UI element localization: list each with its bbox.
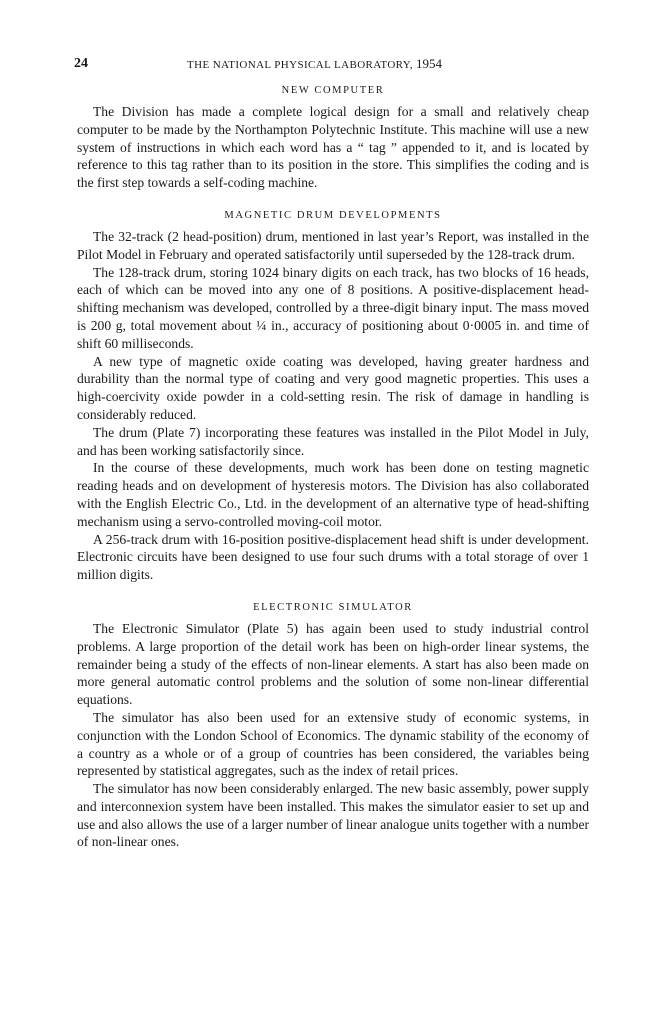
document-page [74, 54, 590, 851]
paragraph: The Division has made a complete logical design for a small and relatively cheap computer to be made by the Northampton Polytechnic Institute. This machine will use a new system of instructions in which each word has a “ tag ” appended to it, and is located by reference to this tag rather than to its position in the store. This simplifies the coding and is the first step towards a self-coding machine. [77, 104, 589, 191]
running-title-text: THE NATIONAL PHYSICAL LABORATORY, [187, 59, 413, 71]
paragraph: The Electronic Simulator (Plate 5) has again been used to study industrial control problems. A large proportion of the detail work has been on high-order linear systems, the remainder being a study of the effects of non-linear elements. A start has also been made on more general automatic control problems and the solution of some non-linear differential equations. [77, 620, 589, 708]
running-header [74, 54, 589, 74]
paragraph: The 32-track (2 head-position) drum, mentioned in last year’s Report, was installed in the Pilot Model in February and operated satisfactorily until superseded by the 128-track drum. [77, 228, 589, 262]
section-magnetic-drum-developments [77, 210, 589, 584]
paragraph: The simulator has now been considerably enlarged. The new basic assembly, power supply and interconnexion system have been installed. This makes the simulator easier to set up and use and also allows the use of a larger number of linear analogue units together with a number of non-linear ones. [77, 781, 590, 850]
running-title [187, 56, 442, 72]
paragraph: A new type of magnetic oxide coating was developed, having greater hardness and durability than the normal type of coating and very good magnetic properties. This uses a high-coercivity oxide powder in a cold-setting resin. The risk of damage in handling is considerably reduced. [77, 353, 589, 422]
paragraph: A 256-track drum with 16-position positive-displacement head shift is under development. Electronic circuits have been designed to use four such drums with a total storage of over 1 million digits. [77, 531, 589, 583]
paragraph: The drum (Plate 7) incorporating these features was installed in the Pilot Model in July, and has been working satisfactorily since. [77, 424, 589, 458]
running-title-year: 1954 [416, 56, 443, 71]
paragraph: The simulator has also been used for an extensive study of economic systems, in conjunction with the London School of Economics. The dynamic stability of the economy of a country as a whole or of a group of countries has been considered, the variables being represented by statistical aggregates, such as the index of retail prices. [77, 709, 589, 779]
section-heading: NEW COMPUTER [281, 85, 385, 96]
section-heading: MAGNETIC DRUM DEVELOPMENTS [224, 209, 442, 221]
paragraph: In the course of these developments, much work has been done on testing magnetic reading heads and on development of hysteresis motors. The Division has also collaborated with the English Electric Co., Ltd. in the development of an alternative type of head-shifting mechanism using a servo-controlled moving-coil motor. [77, 460, 589, 529]
paragraph: The 128-track drum, storing 1024 binary digits on each track, has two blocks of 16 heads, each of which can be moved into any one of 8 positions. A positive-displacement head-shifting mechanism was developed, controlled by a three-digit binary input. The mass moved is 200 g, total movement about ¼ in., accuracy of positioning about 0·0005 in. and time of shift 60 milliseconds. [77, 264, 589, 351]
section-electronic-simulator [77, 602, 589, 851]
section-new-computer [77, 85, 589, 192]
page-number: 24 [74, 56, 88, 71]
section-heading: ELECTRONIC SIMULATOR [253, 601, 413, 613]
